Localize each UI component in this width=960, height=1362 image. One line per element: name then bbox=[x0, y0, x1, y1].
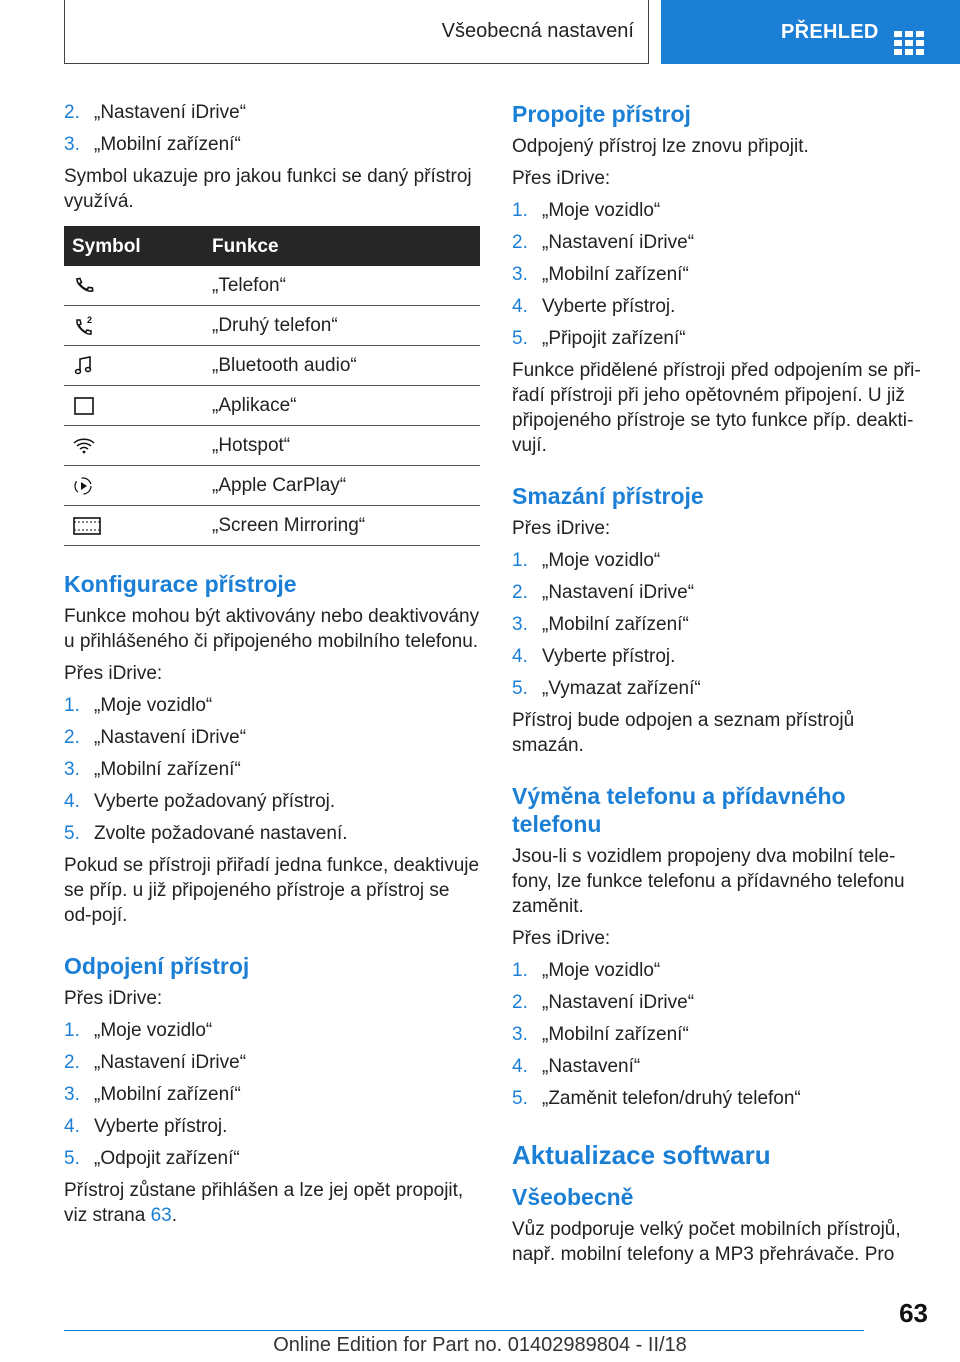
function-label: „Apple CarPlay“ bbox=[204, 466, 480, 506]
intro-text: Symbol ukazuje pro jakou funkci se daný přístroj využívá. bbox=[64, 166, 472, 212]
list-item-text: „Mobilní zařízení“ bbox=[94, 759, 241, 780]
page-reference-link[interactable]: 63 bbox=[150, 1205, 172, 1226]
list-item-number: 3. bbox=[64, 759, 80, 780]
list-item-number: 1. bbox=[512, 200, 528, 221]
list-item-text: „Nastavení iDrive“ bbox=[542, 582, 695, 603]
music-note-icon bbox=[72, 354, 96, 378]
list-item bbox=[64, 1018, 480, 1043]
grid-menu-icon bbox=[894, 31, 924, 55]
table-row bbox=[64, 346, 480, 386]
list-delete bbox=[512, 548, 928, 701]
list-item-text: „Mobilní zařízení“ bbox=[542, 1024, 689, 1045]
delete-note: Přístroj bude odpojen a seznam přístrojů smazán. bbox=[512, 710, 855, 756]
config-note: Pokud se přístroji přiřadí jedna funkce, deaktivuje se příp. u již připojeného přístroje a přístroj se od-pojí. bbox=[64, 855, 480, 926]
list-item-text: „Připojit zařízení“ bbox=[542, 328, 686, 349]
list-item-text: „Odpojit zařízení“ bbox=[94, 1148, 240, 1169]
list-item-number: 5. bbox=[512, 1088, 528, 1109]
list-item bbox=[512, 644, 928, 669]
list-item-number: 4. bbox=[64, 791, 80, 812]
disconnect-note: Přístroj zůstane přihlášen a lze jej opět propojit, viz strana 63. bbox=[64, 1180, 464, 1226]
list-item-text: Zvolte požadované nastavení. bbox=[94, 823, 348, 844]
list-item-text: „Nastavení iDrive“ bbox=[542, 232, 695, 253]
heading-disconnect-device: Odpojení přístroj bbox=[64, 953, 250, 979]
list-item-number: 2. bbox=[512, 232, 528, 253]
list-item-number: 5. bbox=[512, 328, 528, 349]
config-paragraph: Funkce mohou být aktivovány nebo deaktivovány u přihlášeného či připojeného mobilního telefonu. bbox=[64, 606, 480, 652]
list-item bbox=[512, 958, 928, 983]
list-item-text: „Nastavení“ bbox=[542, 1056, 641, 1077]
via-idrive-label: Přes iDrive: bbox=[512, 518, 611, 539]
list-item bbox=[64, 100, 480, 125]
list-top bbox=[64, 100, 480, 157]
general-paragraph: Vůz podporuje velký počet mobilních přístrojů, např. mobilní telefony a MP3 přehrávače. Pro bbox=[512, 1219, 901, 1265]
list-item-text: „Nastavení iDrive“ bbox=[542, 992, 695, 1013]
list-item-number: 4. bbox=[512, 646, 528, 667]
list-item-number: 2. bbox=[512, 582, 528, 603]
phone-2-icon bbox=[72, 314, 96, 338]
list-item-number: 2. bbox=[64, 727, 80, 748]
list-item-number: 3. bbox=[512, 614, 528, 635]
table-row bbox=[64, 466, 480, 506]
via-idrive-label: Přes iDrive: bbox=[512, 928, 611, 949]
list-item bbox=[64, 1050, 480, 1075]
list-item-text: Vyberte přístroj. bbox=[542, 646, 676, 667]
list-item-number: 1. bbox=[512, 550, 528, 571]
list-swap bbox=[512, 958, 928, 1111]
list-item bbox=[64, 725, 480, 750]
via-idrive-label: Přes iDrive: bbox=[512, 168, 611, 189]
list-item bbox=[512, 580, 928, 605]
list-item-number: 4. bbox=[64, 1116, 80, 1137]
list-config bbox=[64, 693, 480, 846]
list-item bbox=[64, 789, 480, 814]
function-label: „Screen Mirroring“ bbox=[204, 506, 480, 546]
footer-edition: Online Edition for Part no. 01402989804 - II/18 bbox=[273, 1334, 687, 1356]
list-item bbox=[512, 612, 928, 637]
table-row bbox=[64, 386, 480, 426]
list-item bbox=[512, 294, 928, 319]
via-idrive-label: Přes iDrive: bbox=[64, 988, 163, 1009]
list-item-text: „Zaměnit telefon/druhý telefon“ bbox=[542, 1088, 801, 1109]
heading-general: Všeobecně bbox=[512, 1184, 634, 1210]
function-label: „Telefon“ bbox=[204, 266, 480, 306]
table-row bbox=[64, 506, 480, 546]
table-header-symbol: Symbol bbox=[64, 226, 204, 266]
list-item-text: „Moje vozidlo“ bbox=[542, 550, 661, 571]
list-item-text: „Moje vozidlo“ bbox=[94, 1020, 213, 1041]
footer-divider bbox=[64, 1330, 864, 1331]
header-section-title: Všeobecná nastavení bbox=[64, 0, 649, 64]
wifi-icon bbox=[72, 434, 96, 458]
list-item bbox=[512, 262, 928, 287]
list-item bbox=[64, 1082, 480, 1107]
list-item bbox=[512, 990, 928, 1015]
list-item bbox=[64, 132, 480, 157]
function-label: „Aplikace“ bbox=[204, 386, 480, 426]
list-item bbox=[64, 821, 480, 846]
svg-text:2: 2 bbox=[87, 314, 93, 325]
list-item-number: 4. bbox=[512, 1056, 528, 1077]
list-item bbox=[64, 757, 480, 782]
heading-software-update: Aktualizace softwaru bbox=[512, 1140, 771, 1170]
list-item bbox=[512, 676, 928, 701]
list-item bbox=[64, 693, 480, 718]
list-item-number: 2. bbox=[64, 102, 80, 123]
list-item-number: 3. bbox=[64, 1084, 80, 1105]
table-header-function: Funkce bbox=[204, 226, 480, 266]
list-item bbox=[64, 1146, 480, 1171]
list-item bbox=[512, 198, 928, 223]
heading-delete-device: Smazání přístroje bbox=[512, 483, 704, 509]
connect-paragraph: Odpojený přístroj lze znovu připojit. bbox=[512, 136, 809, 157]
table-row bbox=[64, 426, 480, 466]
heading-swap-phone: Výměna telefonu a přídavného telefonu bbox=[512, 783, 846, 837]
table-row bbox=[64, 306, 480, 346]
list-item bbox=[512, 1054, 928, 1079]
list-item bbox=[512, 1022, 928, 1047]
list-item-text: „Nastavení iDrive“ bbox=[94, 1052, 247, 1073]
list-item-number: 2. bbox=[64, 1052, 80, 1073]
screen-mirroring-icon bbox=[72, 514, 102, 538]
list-item-text: „Vymazat zařízení“ bbox=[542, 678, 701, 699]
app-square-icon bbox=[72, 394, 96, 418]
list-item-number: 1. bbox=[64, 695, 80, 716]
heading-device-configuration: Konfigurace přístroje bbox=[64, 571, 297, 597]
list-item-text: „Mobilní zařízení“ bbox=[542, 264, 689, 285]
overview-tab[interactable] bbox=[661, 0, 960, 64]
list-item-text: „Mobilní zařízení“ bbox=[94, 134, 241, 155]
swap-paragraph: Jsou-li s vozidlem propojeny dva mobilní tele-fony, lze funkce telefonu a přídavného telefonu zaměnit. bbox=[512, 846, 905, 917]
list-item-number: 3. bbox=[512, 264, 528, 285]
function-label: „Hotspot“ bbox=[204, 426, 480, 466]
function-label: „Bluetooth audio“ bbox=[204, 346, 480, 386]
list-item bbox=[512, 230, 928, 255]
left-column bbox=[64, 100, 480, 1235]
list-item-text: „Nastavení iDrive“ bbox=[94, 102, 247, 123]
list-item-text: „Moje vozidlo“ bbox=[94, 695, 213, 716]
connect-note: Funkce přidělené přístroji před odpojením se při-řadí přístroji při jeho opětovném připojení. U již připojeného přístroje se tyto funkce příp. deakti-vují. bbox=[512, 360, 921, 456]
list-item bbox=[512, 326, 928, 351]
overview-tab-label: PŘEHLED bbox=[781, 20, 879, 43]
right-column bbox=[512, 100, 928, 1274]
list-item-number: 1. bbox=[512, 960, 528, 981]
phone-icon bbox=[72, 274, 96, 298]
list-item-text: „Moje vozidlo“ bbox=[542, 960, 661, 981]
list-item-number: 2. bbox=[512, 992, 528, 1013]
list-disconnect bbox=[64, 1018, 480, 1171]
list-item bbox=[512, 548, 928, 573]
list-item-number: 4. bbox=[512, 296, 528, 317]
list-item-text: Vyberte přístroj. bbox=[542, 296, 676, 317]
symbol-table bbox=[64, 226, 480, 546]
list-item-text: Vyberte přístroj. bbox=[94, 1116, 228, 1137]
table-row bbox=[64, 266, 480, 306]
list-item-number: 5. bbox=[64, 823, 80, 844]
function-label: „Druhý telefon“ bbox=[204, 306, 480, 346]
page-number: 63 bbox=[899, 1298, 928, 1328]
list-item-number: 5. bbox=[512, 678, 528, 699]
list-item-number: 3. bbox=[64, 134, 80, 155]
list-item-number: 1. bbox=[64, 1020, 80, 1041]
list-item bbox=[64, 1114, 480, 1139]
list-item-number: 3. bbox=[512, 1024, 528, 1045]
list-item-text: Vyberte požadovaný přístroj. bbox=[94, 791, 336, 812]
list-item-number: 5. bbox=[64, 1148, 80, 1169]
list-item-text: „Nastavení iDrive“ bbox=[94, 727, 247, 748]
list-item bbox=[512, 1086, 928, 1111]
list-connect bbox=[512, 198, 928, 351]
list-item-text: „Mobilní zařízení“ bbox=[94, 1084, 241, 1105]
carplay-play-icon bbox=[72, 474, 96, 498]
list-item-text: „Moje vozidlo“ bbox=[542, 200, 661, 221]
heading-connect-device: Propojte přístroj bbox=[512, 101, 691, 127]
via-idrive-label: Přes iDrive: bbox=[64, 663, 163, 684]
list-item-text: „Mobilní zařízení“ bbox=[542, 614, 689, 635]
